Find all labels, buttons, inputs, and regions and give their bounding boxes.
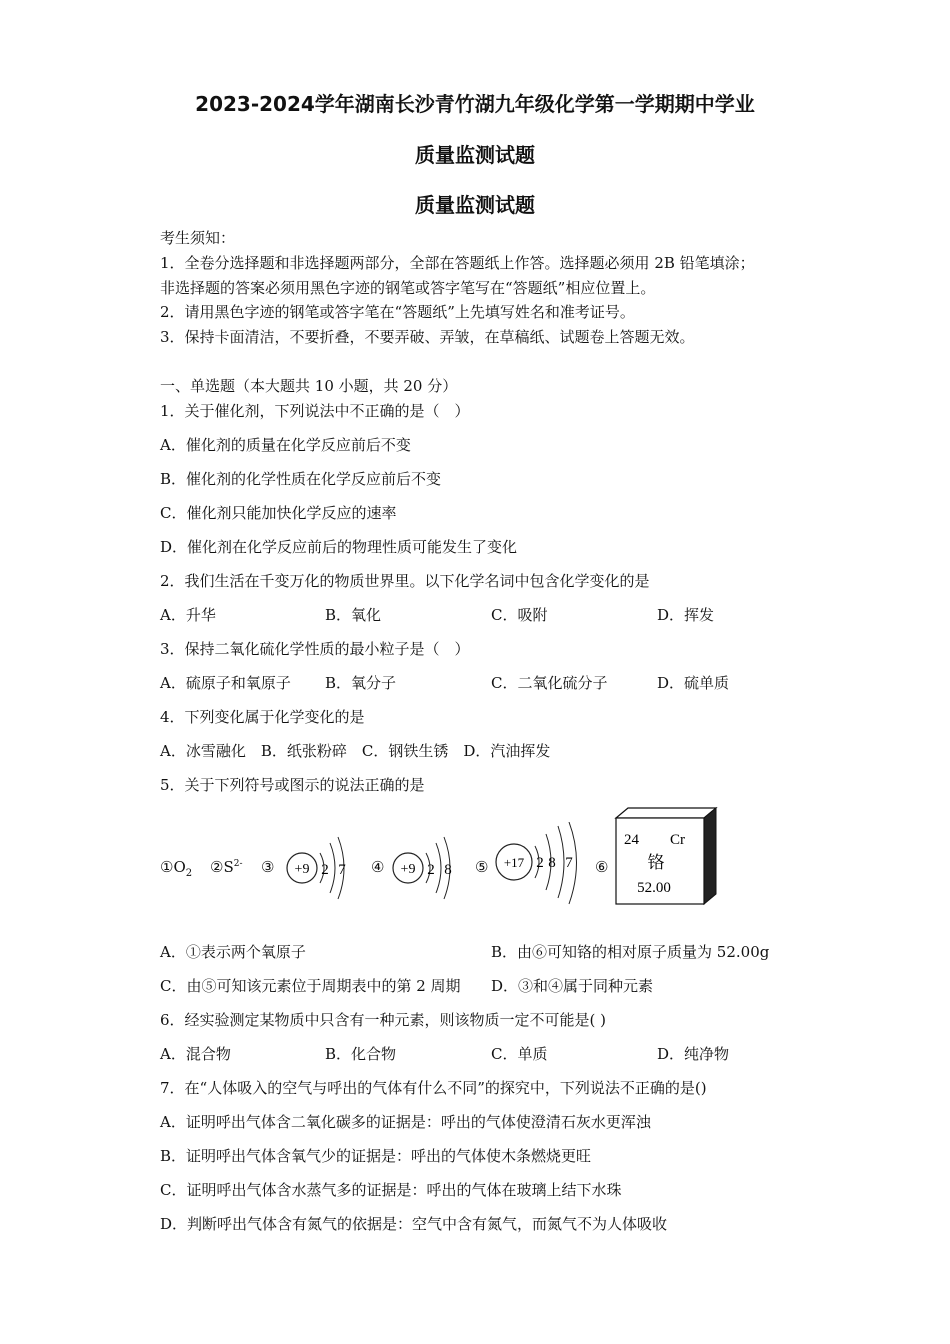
q1-option-d: D．催化剂在化学反应前后的物理性质可能发生了变化 [160,538,518,556]
q3-option-a: A．硫原子和氧原子 [160,674,291,692]
symbol-s2minus: $②S^{2-}$ [210,858,243,876]
q1-option-a: A．催化剂的质量在化学反应前后不变 [160,436,411,454]
atom-diagram-4 [391,835,471,901]
q1-option-b: B．催化剂的化学性质在化学反应前后不变 [160,470,442,488]
svg-text:+9: +9 [400,862,416,877]
notice-heading: 考生须知： [160,229,236,247]
q3-stem: 3．保持二氧化硫化学性质的最小粒子是（ ） [160,640,470,658]
svg-text:+17: +17 [503,855,525,870]
exam-title-line3: 质量监测试题 [415,193,535,217]
q2-option-a: A．升华 [160,606,216,624]
q7-option-d: D．判断呼出气体含有氮气的依据是：空气中含有氮气，而氮气不为人体吸收 [160,1215,668,1233]
atom-diagram-3 [282,835,362,901]
q6-option-c: C．单质 [491,1045,548,1063]
symbol-o2: $①O_2$ [160,858,193,879]
atom-diagram-5 [494,822,586,906]
q6-stem: 6．经实验测定某物质中只含有一种元素，则该物质一定不可能是( ) [160,1011,607,1029]
q2-option-c: C．吸附 [491,606,548,624]
exam-title-line2: 质量监测试题 [415,143,535,167]
notice-item-2: 2．请用黑色字迹的钢笔或答字笔在“答题纸”上先填写姓名和准考证号。 [160,303,635,321]
q2-option-b: B．氧化 [325,606,382,624]
label-6: ⑥ [595,858,609,876]
svg-text:+9: +9 [294,862,310,877]
q5-stem: 5．关于下列符号或图示的说法正确的是 [160,776,425,794]
svg-text:8: 8 [444,862,452,878]
notice-item-1b: 非选择题的答案必须用黑色字迹的钢笔或答字笔写在“答题纸”相应位置上。 [160,279,656,297]
q5-option-c: C．由⑤可知该元素位于周期表中的第 2 周期 [160,977,461,995]
section-heading: 一、单选题（本大题共 10 小题，共 20 分） [160,377,458,395]
periodic-cell-chromium [612,806,720,906]
svg-text:7: 7 [338,862,346,878]
q4-stem: 4．下列变化属于化学变化的是 [160,708,365,726]
q1-stem: 1．关于催化剂，下列说法中不正确的是（ ） [160,402,470,420]
svg-text:8: 8 [548,855,556,871]
q7-option-c: C．证明呼出气体含水蒸气多的证据是：呼出的气体在玻璃上结下水珠 [160,1181,622,1199]
q7-option-b: B．证明呼出气体含氧气少的证据是：呼出的气体使木条燃烧更旺 [160,1147,592,1165]
svg-text:2: 2 [321,862,329,878]
q1-option-c: C．催化剂只能加快化学反应的速率 [160,504,397,522]
notice-item-1a: 1．全卷分选择题和非选择题两部分，全部在答题纸上作答。选择题必须用 2B 铅笔填涂； [160,254,755,272]
svg-text:2: 2 [536,855,544,871]
q3-option-c: C．二氧化硫分子 [491,674,608,692]
q5-option-a: A．①表示两个氧原子 [160,943,306,961]
q2-stem: 2．我们生活在千变万化的物质世界里。以下化学名词中包含化学变化的是 [160,572,650,590]
svg-text:2: 2 [427,862,435,878]
q6-option-a: A．混合物 [160,1045,231,1063]
q4-options: A．冰雪融化 B．纸张粉碎 C．钢铁生锈 D．汽油挥发 [160,742,551,760]
q7-stem: 7．在“人体吸入的空气与呼出的气体有什么不同”的探究中，下列说法不正确的是() [160,1079,707,1097]
q5-option-d: D．③和④属于同种元素 [491,977,654,995]
element-mass: 52.00 [637,880,671,896]
element-name: 铬 [647,853,665,872]
svg-text:7: 7 [565,855,573,871]
q3-option-d: D．硫单质 [657,674,730,692]
element-symbol: Cr [670,832,685,848]
q7-option-a: A．证明呼出气体含二氧化碳多的证据是：呼出的气体使澄清石灰水更浑浊 [160,1113,651,1131]
q6-option-b: B．化合物 [325,1045,397,1063]
notice-item-3: 3．保持卡面清洁，不要折叠，不要弄破、弄皱，在草稿纸、试题卷上答题无效。 [160,328,695,346]
exam-title-line1: 2023-2024学年湖南长沙青竹湖九年级化学第一学期期中学业 [195,92,755,116]
element-number: 24 [624,832,639,848]
label-5: ⑤ [475,858,489,876]
q5-option-b: B．由⑥可知铬的相对原子质量为 52.00g [491,943,770,961]
label-4: ④ [371,858,385,876]
q2-option-d: D．挥发 [657,606,715,624]
q3-option-b: B．氧分子 [325,674,397,692]
label-3: ③ [261,858,275,876]
q6-option-d: D．纯净物 [657,1045,730,1063]
